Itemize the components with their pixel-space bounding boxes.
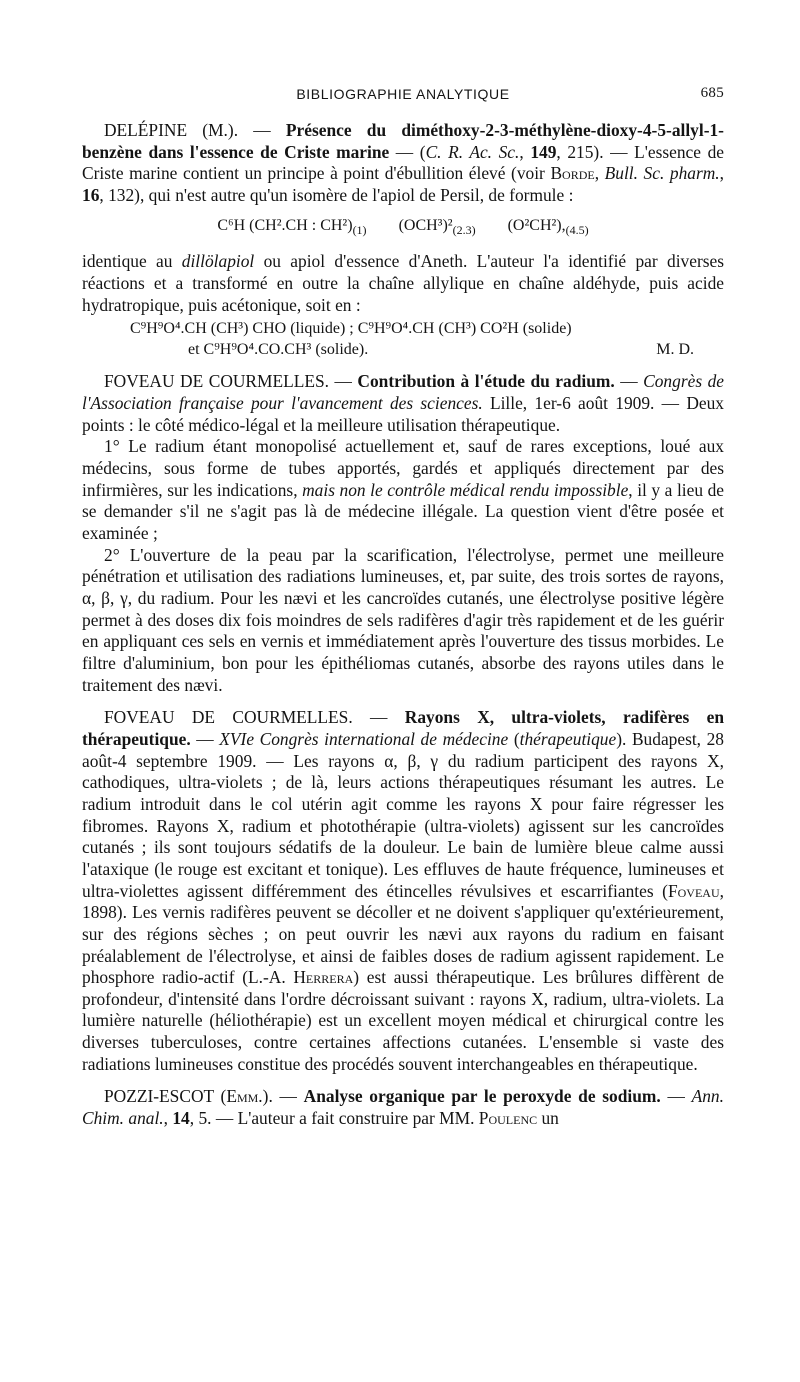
bibliography-entry-foveau-rayons <box>82 707 724 1075</box>
formula-line <box>82 339 724 360</box>
bibliography-entry-pozzi-escot <box>82 1086 724 1129</box>
entry-italic: mais non le contrôle médical rendu impossible <box>302 479 629 500</box>
formula-part: (OCH³)² <box>398 216 453 234</box>
formula-part: C⁶H (CH².CH : CH²) <box>217 216 353 234</box>
running-header <box>82 83 724 107</box>
entry-paragraph: 2° L'ouverture de la peau par la scarification, l'électrolyse, permet une meilleure pénétration et utilisation des radiations lumineuses, et, par suite, des trois sortes de rayons, α, β, γ, du radium. Pour les nævi et les cancroïdes cutanés, une électrolyse positive légère permet à des doses dix fois moindres de sels radifères d'agir très rapidement et de les guérir en appliquant ces sels en vernis et immédiatement après l'ouverture des tissus morbides. Le filtre d'aluminium, bon pour les épithéliomas cutanés, absorbe des rayons utiles dans le traitement des nævi. <box>82 544 724 695</box>
entry-volume: 149 <box>530 141 557 162</box>
entry-page: 215). <box>567 141 604 162</box>
formula-line: C⁹H⁹O⁴.CH (CH³) CHO (liquide) ; C⁹H⁹O⁴.CH (CH³) CO²H (solide) <box>130 320 572 338</box>
formula-text: et C⁹H⁹O⁴.CO.CH³ (solide). <box>188 341 369 359</box>
entry-text: identique au <box>82 251 182 272</box>
entry-paragraph <box>82 436 724 544</box>
entry-text: . Budapest, 28 août-4 septembre 1909. — Les rayons α, β, γ du radium participent des rayons X, cathodiques, ultra-violets ; de là, leurs actions thérapeutiques résumant les autres. Le radium introduit dans le col utérin agit comme les rayons X pour faire régresser les fibromes. Rayons X, radium et photothérapie (ultra-violets) agissent sur les cancroïdes cutanés ; ils sont toujours sédatifs de la douleur. Le bain de lumière bleue calme aussi l'ataxique (le rouge est excitant et tonique). Les effluves de haute fréquence, lumineuses et ultra-violettes agissent différemment des étincelles révulsives et escarrifiantes ( <box>82 728 725 901</box>
reaction-formulas <box>82 318 724 360</box>
entry-title: Rayons X, ultra-violets, radifères en thérapeutique. <box>82 707 724 749</box>
entry-heading: FOVEAU DE COURMELLES. — Contribution à l'étude du radium. — Congrès de l'Association française pour l'avancement des sciences. Lille, 1er-6 août 1909. — Deux points : le côté médico-légal et la meilleure utilisation thérapeutique. <box>82 371 724 435</box>
entry-text: , 132), qui n'est autre qu'un isomère de l'apiol de Persil, de formule : <box>99 184 574 205</box>
entry-journal: Congrès de l'Association française pour l'avancement des sciences. <box>82 371 724 414</box>
cited-author: Herrera <box>293 967 354 988</box>
entry-author: DELÉPINE (M.). <box>104 120 239 140</box>
cited-author: Poulenc <box>478 1108 538 1129</box>
entry-heading: DELÉPINE (M.). — Présence du diméthoxy-2-3-méthylène-dioxy-4-5-allyl-1-benzène dans l'essence de Criste marine — (C. R. Ac. Sc., 149, 215). — L'essence de Criste marine contient un principe à point d'ébullition élevé (voir Borde, Bull. Sc. pharm., 16, 132), qui n'est autre qu'un isomère de l'apiol de Persil, de formule : <box>82 120 725 205</box>
formula-subscript: (2.3) <box>452 222 476 237</box>
entry-title: Présence du diméthoxy-2-3-méthylène-dioxy-4-5-allyl-1-benzène dans l'essence de Criste marine <box>82 120 724 162</box>
entry-author: FOVEAU DE COURMELLES. <box>104 707 353 728</box>
entry-text: , 1898). Les vernis radifères peuvent se décoller et ne doivent s'appliquer qu'extérieurement, sur des régions sèches ; on peut ouvrir les nævi aux rayons du radium en faisant préalablement de l'électrolyse, et ainsi de faibles doses de radium agissent rapidement. Le phosphore radio-actif (L.-A. <box>82 880 724 988</box>
entry-journal-section: thérapeutique <box>519 728 617 749</box>
entry-author: FOVEAU DE COURMELLES. <box>104 371 330 392</box>
entry-author-firstname: Emm. <box>226 1086 263 1107</box>
cited-author: Foveau <box>667 880 720 901</box>
cited-journal: Bull. Sc. pharm. <box>604 163 720 184</box>
formula-part: (O²CH²), <box>507 216 566 234</box>
chemical-formula <box>82 215 724 242</box>
bibliography-entry-foveau-radium <box>82 371 724 696</box>
entry-journal: C. R. Ac. Sc. <box>425 141 520 162</box>
page-body <box>82 120 724 1130</box>
bibliography-entry-delepine <box>82 120 724 360</box>
entry-italic: dillölapiol <box>181 251 255 272</box>
cited-author: Borde <box>550 163 595 184</box>
entry-heading: FOVEAU DE COURMELLES. — Rayons X, ultra-violets, radifères en thérapeutique. — XVIe Congrès international de médecine (thérapeutique). Budapest, 28 août-4 septembre 1909. — Les rayons α, β, γ du radium participent des rayons X, cathodiques, ultra-violets ; de là, leurs actions thérapeutiques résumant les autres. Le radium introduit dans le col utérin agit comme les rayons X pour faire régresser les fibromes. Rayons X, radium et photothérapie (ultra-violets) agissent sur les cancroïdes cutanés ; ils sont toujours sédatifs de la douleur. Le bain de lumière bleue calme aussi l'ataxique (le rouge est excitant et tonique). Les effluves de haute fréquence, lumineuses et ultra-violettes agissent différemment des étincelles révulsives et escarrifiantes (Foveau, 1898). Les vernis radifères peuvent se décoller et ne doivent s'appliquer qu'extérieurement, sur des régions sèches ; on peut ouvrir les nævi aux rayons du radium en faisant préalablement de l'électrolyse, et ainsi de faibles doses de radium agissent rapidement. Le phosphore radio-actif (L.-A. Herrera) est aussi thérapeutique. Les brûlures diffèrent de profondeur, d'intensité dans l'ordre décroissant suivant : rayons X, radium, ultra-violets. La lumière naturelle (héliothérapie) est un excellent moyen médical et chirurgical contre les diverses tuberculoses, contre certaines affections cutanées. L'ensemble si vaste des radiations lumineuses constitue des procédés souvent interchangeables en thérapeutique. <box>82 707 725 1074</box>
formula-subscript: (1) <box>352 222 367 237</box>
entry-text: , 5. — L'auteur a fait construire par MM. <box>189 1108 479 1129</box>
entry-journal: Ann. Chim. anal. <box>82 1086 724 1129</box>
entry-text: un <box>537 1108 559 1129</box>
entry-volume: 14 <box>172 1108 190 1129</box>
page-number: 685 <box>700 85 724 101</box>
reviewer-signature: M. D. <box>656 341 694 359</box>
entry-author: ). <box>262 1086 273 1107</box>
entry-text: 1° Le radium étant monopolisé actuellement et, sauf de rares exceptions, loué aux médecins, sous forme de tubes apportés, gardés et appliqués directement par des infirmières, sur les indications, <box>82 436 724 500</box>
entry-text: ou apiol d'essence d'Aneth. L'auteur l'a identifié par diverses réactions et a transformé en outre la chaîne allylique en chaîne aldéhyde, puis acide hydratropique, puis acétonique, soit en : <box>82 251 724 315</box>
cited-volume: 16 <box>82 184 100 205</box>
entry-text: , il y a lieu de se demander s'il ne s'agit pas là de médecine illégale. La question vient d'être posée et examinée ; <box>82 479 725 544</box>
entry-journal: XVIe Congrès international de médecine <box>219 728 509 749</box>
entry-title: Analyse organique par le peroxyde de sodium. <box>303 1086 661 1107</box>
entry-author: POZZI-ESCOT ( <box>104 1086 227 1107</box>
formula-subscript: (4.5) <box>565 222 589 237</box>
entry-text: ) est aussi thérapeutique. Les brûlures diffèrent de profondeur, d'intensité dans l'ordre décroissant suivant : rayons X, radium, ultra-violets. La lumière naturelle (héliothérapie) est un excellent moyen médical et chirurgical contre les diverses tuberculoses, contre certaines affections cutanées. L'ensemble si vaste des radiations lumineuses constitue des procédés souvent interchangeables en thérapeutique. <box>82 967 724 1074</box>
entry-heading: POZZI-ESCOT (Emm.). — Analyse organique par le peroxyde de sodium. — Ann. Chim. anal., 14, 5. — L'auteur a fait construire par MM. Poulenc un <box>82 1086 724 1129</box>
entry-text: Lille, 1er-6 août 1909. — Deux points : le côté médico-légal et la meilleure utilisation thérapeutique. <box>82 393 724 435</box>
entry-paragraph <box>82 251 724 316</box>
running-title: BIBLIOGRAPHIE ANALYTIQUE <box>296 86 510 102</box>
entry-title: Contribution à l'étude du radium. <box>357 371 615 392</box>
entry-text: L'essence de Criste marine contient un principe à point d'ébullition élevé (voir <box>82 141 724 184</box>
